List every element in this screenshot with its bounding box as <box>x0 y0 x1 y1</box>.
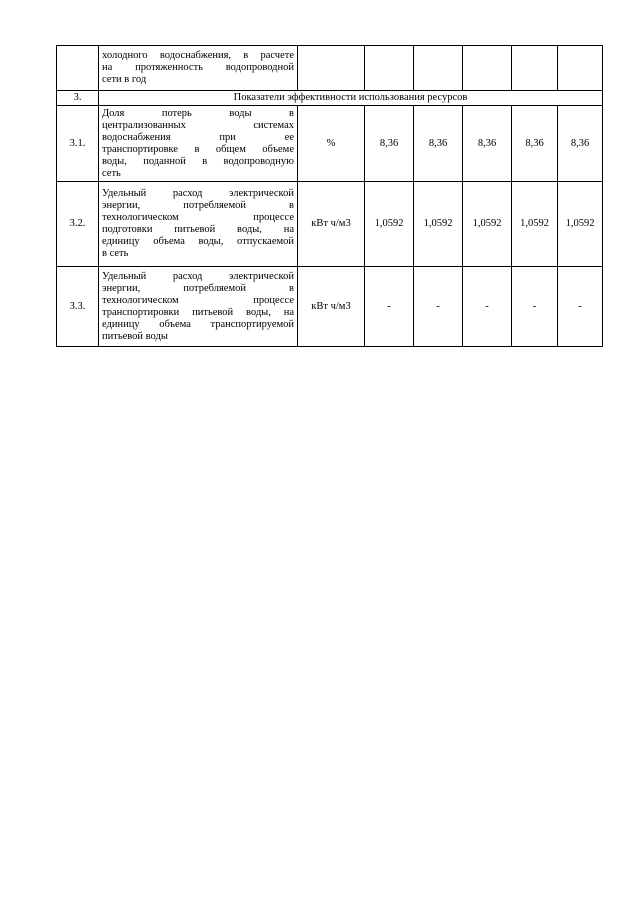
row-value: 1,0592 <box>558 182 603 267</box>
row-value <box>558 46 603 91</box>
row-number: 3.3. <box>57 267 99 347</box>
row-unit <box>298 46 365 91</box>
row-value: - <box>558 267 603 347</box>
row-unit: кВт ч/м3 <box>298 267 365 347</box>
row-value: - <box>365 267 414 347</box>
description-line: Удельный расход электрической <box>102 188 294 199</box>
description-line: Доля потерь воды в <box>102 107 294 119</box>
row-value: 8,36 <box>512 106 558 182</box>
row-value: 8,36 <box>414 106 463 182</box>
row-number <box>57 46 99 91</box>
row-value: 1,0592 <box>512 182 558 267</box>
description-line: подготовки питьевой воды, на <box>102 224 294 235</box>
description-line: на протяженность водопроводной <box>102 62 294 73</box>
section-row <box>57 91 603 106</box>
row-value: 8,36 <box>558 106 603 182</box>
row-description <box>99 46 298 91</box>
table-row <box>57 106 603 182</box>
section-title: Показатели эффективности использования ресурсов <box>99 91 603 106</box>
row-number: 3.1. <box>57 106 99 182</box>
description-line: водоснабжения при ее <box>102 131 294 143</box>
row-value: 8,36 <box>463 106 512 182</box>
row-value: 1,0592 <box>414 182 463 267</box>
row-description <box>99 106 298 182</box>
row-unit: кВт ч/м3 <box>298 182 365 267</box>
description-line: Удельный расход электрической <box>102 270 294 282</box>
description-line: транспортировки питьевой воды, на <box>102 306 294 318</box>
description-line: в сеть <box>102 248 129 259</box>
row-description <box>99 267 298 347</box>
row-value <box>463 46 512 91</box>
description-line: централизованных системах <box>102 119 294 131</box>
description-line: воды, поданной в водопроводную <box>102 155 294 167</box>
row-value: - <box>463 267 512 347</box>
description-line: транспортировке в общем объеме <box>102 143 294 155</box>
row-description <box>99 182 298 267</box>
row-value: 1,0592 <box>463 182 512 267</box>
description-line: энергии, потребляемой в <box>102 200 294 211</box>
row-value <box>512 46 558 91</box>
row-value: 8,36 <box>365 106 414 182</box>
row-value <box>365 46 414 91</box>
row-unit: % <box>298 106 365 182</box>
row-value: 1,0592 <box>365 182 414 267</box>
row-number: 3.2. <box>57 182 99 267</box>
description-line: энергии, потребляемой в <box>102 282 294 294</box>
description-line: технологическом процессе <box>102 294 294 306</box>
row-value: - <box>512 267 558 347</box>
table-row <box>57 267 603 347</box>
indicators-table <box>56 45 603 347</box>
section-number: 3. <box>57 91 99 106</box>
description-line: единицу объема транспортируемой <box>102 318 294 330</box>
description-line: единицу объема воды, отпускаемой <box>102 236 294 247</box>
description-line: питьевой воды <box>102 330 168 342</box>
description-line: технологическом процессе <box>102 212 294 223</box>
description-line: сеть <box>102 167 121 179</box>
row-value: - <box>414 267 463 347</box>
description-line: сети в год <box>102 74 147 85</box>
row-value <box>414 46 463 91</box>
table-row <box>57 182 603 267</box>
table-row-continued <box>57 46 603 91</box>
description-line: холодного водоснабжения, в расчете <box>102 50 294 61</box>
